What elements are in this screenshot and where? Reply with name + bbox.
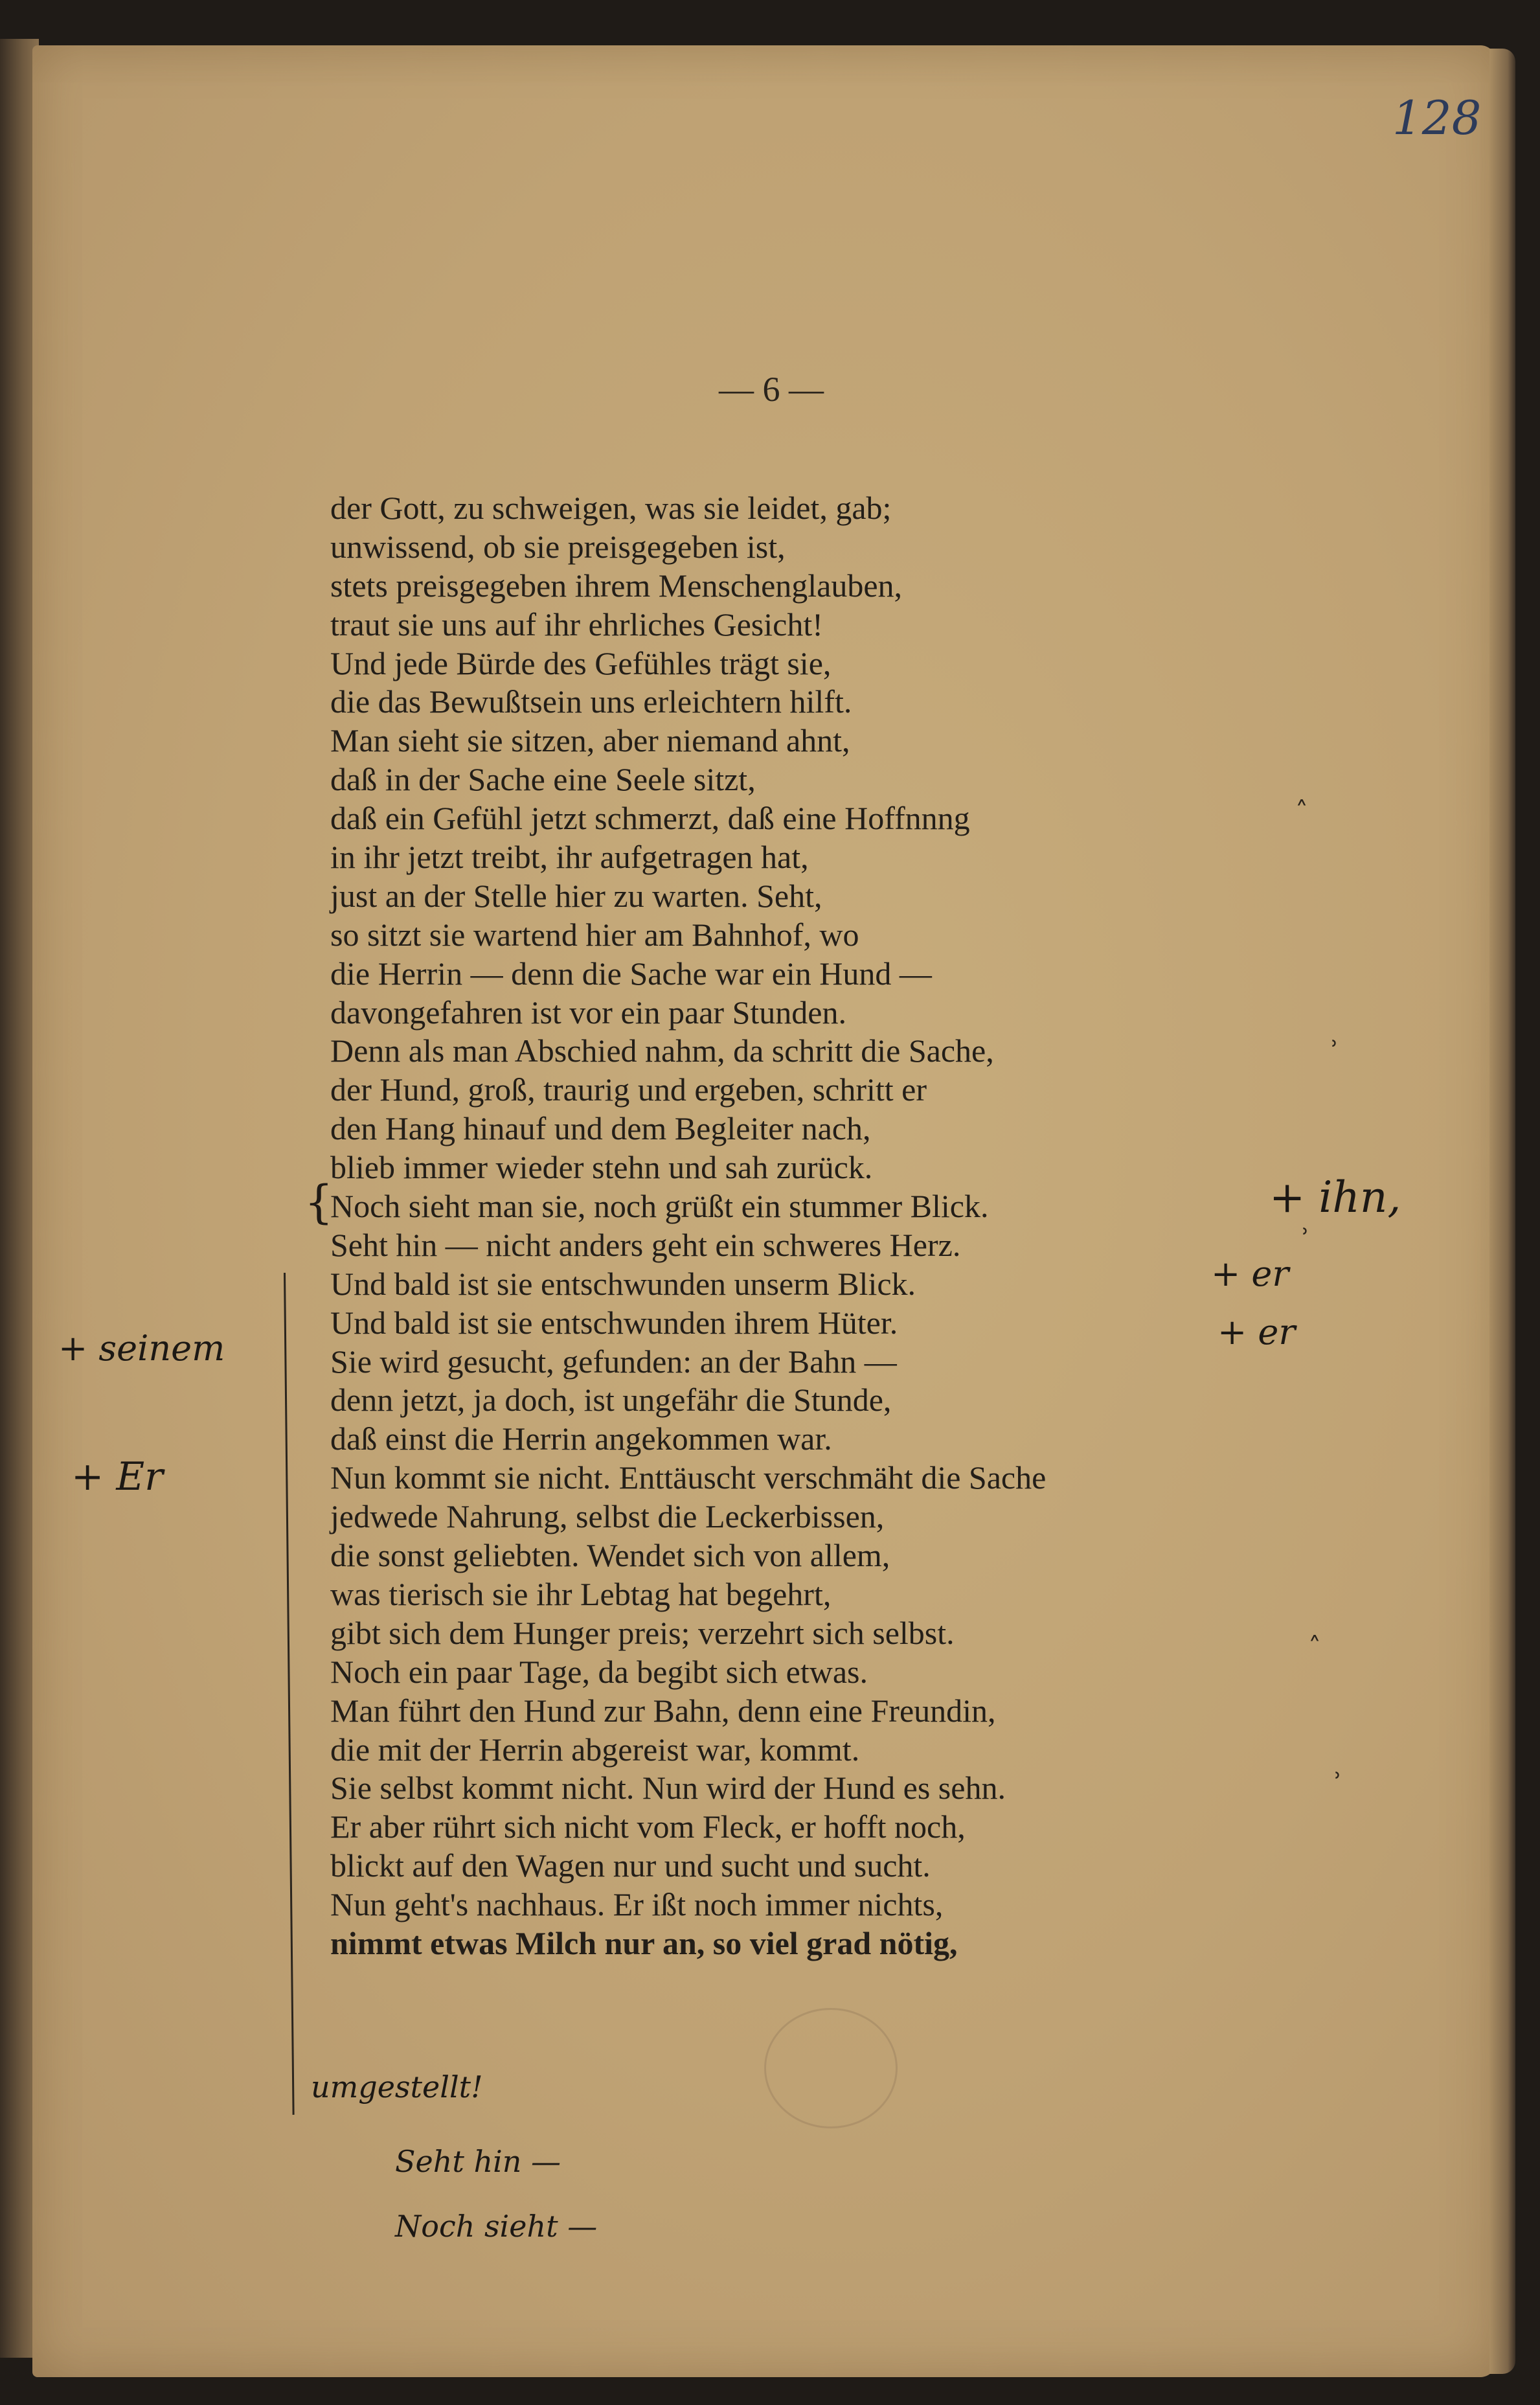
poem-line: Er aber rührt sich nicht vom Fleck, er hofft noch,	[330, 1808, 966, 1845]
poem-line: daß ein Gefühl jetzt schmerzt, daß eine Hoffnnng	[330, 800, 970, 837]
handwritten-note: + er	[1211, 1253, 1289, 1294]
brace-mark: {	[304, 1176, 334, 1229]
tick-mark: ˄	[1295, 797, 1308, 826]
handwritten-note: Seht hin —	[395, 2144, 561, 2179]
poem-line: Noch sieht man sie, noch grüßt ein stummer Blick.	[330, 1188, 989, 1225]
faint-stamp	[764, 2008, 898, 2128]
poem-line: daß einst die Herrin angekommen war.	[330, 1420, 832, 1457]
tick-mark: ˒	[1331, 1030, 1339, 1060]
poem-line: daß in der Sache eine Seele sitzt,	[330, 761, 756, 798]
poem-line: denn jetzt, ja doch, ist ungefähr die Stunde,	[330, 1382, 892, 1419]
poem-line: die das Bewußtsein uns erleichtern hilft.	[330, 683, 852, 720]
poem-line: just an der Stelle hier zu warten. Seht,	[330, 877, 822, 914]
handwritten-note: + ihn,	[1269, 1172, 1401, 1222]
poem-line: blickt auf den Wagen nur und sucht und sucht.	[330, 1847, 931, 1884]
poem-line: so sitzt sie wartend hier am Bahnhof, wo	[330, 916, 859, 953]
page-edge	[1489, 49, 1515, 2374]
handwritten-note: + er	[1217, 1312, 1296, 1352]
poem-line: der Hund, groß, traurig und ergeben, schritt er	[330, 1071, 927, 1108]
poem-line: die Herrin — denn die Sache war ein Hund —	[330, 955, 932, 992]
tick-mark: ˄	[1308, 1632, 1321, 1662]
poem-line: Und bald ist sie entschwunden unserm Blick.	[330, 1265, 916, 1302]
poem-line: die mit der Herrin abgereist war, kommt.	[330, 1731, 860, 1768]
poem-line: was tierisch sie ihr Lebtag hat begehrt,	[330, 1575, 832, 1612]
poem-line: jedwede Nahrung, selbst die Leckerbissen,	[330, 1498, 885, 1535]
poem-line: der Gott, zu schweigen, was sie leidet, gab;	[330, 490, 892, 526]
poem-line: Sie selbst kommt nicht. Nun wird der Hund es sehn.	[330, 1770, 1006, 1807]
poem-line: Seht hin — nicht anders geht ein schweres Herz.	[330, 1226, 961, 1263]
poem-line: traut sie uns auf ihr ehrliches Gesicht!	[330, 606, 823, 643]
poem-line: Noch ein paar Tage, da begibt sich etwas.	[330, 1653, 868, 1690]
page-number: — 6 —	[719, 370, 824, 409]
handwritten-note: umgestellt!	[311, 2069, 483, 2104]
poem-line: Und bald ist sie entschwunden ihrem Hüter.	[330, 1304, 898, 1341]
poem-line: gibt sich dem Hunger preis; verzehrt sich selbst.	[330, 1614, 955, 1651]
poem-line: Man führt den Hund zur Bahn, denn eine Freundin,	[330, 1692, 996, 1729]
poem-line: Sie wird gesucht, gefunden: an der Bahn —	[330, 1343, 897, 1380]
poem-line: Und jede Bürde des Gefühles trägt sie,	[330, 644, 832, 681]
poem-line: den Hang hinauf und dem Begleiter nach,	[330, 1110, 871, 1147]
poem-line: Nun kommt sie nicht. Enttäuscht verschmäht die Sache	[330, 1459, 1047, 1496]
folio-number: 128	[1392, 91, 1482, 145]
poem-line: Man sieht sie sitzen, aber niemand ahnt,	[330, 722, 850, 759]
handwritten-note: + Er	[71, 1454, 163, 1499]
poem-line: in ihr jetzt treibt, ihr aufgetragen hat,	[330, 839, 809, 876]
handwritten-note: Noch sieht —	[395, 2209, 598, 2244]
poem-line: die sonst geliebten. Wendet sich von allem,	[330, 1537, 890, 1574]
poem-text	[330, 489, 1341, 1963]
tick-mark: ˒	[1334, 1762, 1342, 1792]
poem-line: Nun geht's nachhaus. Er ißt noch immer nichts,	[330, 1886, 944, 1923]
tick-mark: ˒	[1302, 1218, 1310, 1248]
poem-line: nimmt etwas Milch nur an, so viel grad nötig,	[330, 1924, 958, 1961]
poem-line: Denn als man Abschied nahm, da schritt die Sache,	[330, 1032, 994, 1069]
poem-line: unwissend, ob sie preisgegeben ist,	[330, 528, 786, 565]
poem-line: stets preisgegeben ihrem Menschenglauben,	[330, 567, 903, 604]
poem-line: blieb immer wieder stehn und sah zurück.	[330, 1149, 873, 1186]
handwritten-note: + seinem	[58, 1328, 225, 1369]
poem-line: davongefahren ist vor ein paar Stunden.	[330, 994, 846, 1031]
